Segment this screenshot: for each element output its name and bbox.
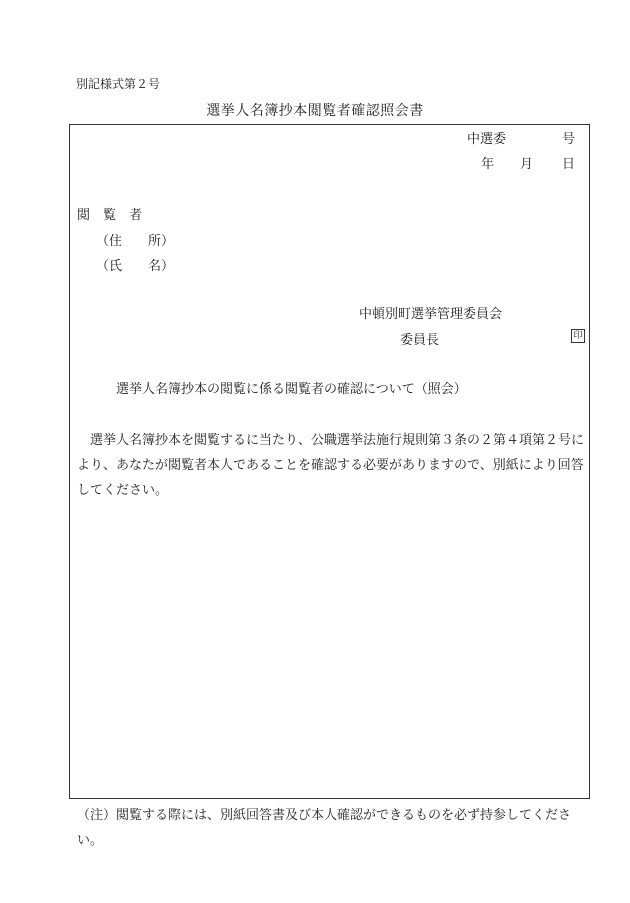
name-label: （氏 名） xyxy=(96,259,175,274)
reference-suffix: 号 xyxy=(562,132,576,147)
date-year-label: 年 xyxy=(481,157,495,172)
chairman-label: 委員長 xyxy=(400,333,440,348)
committee-name: 中頓別町選挙管理委員会 xyxy=(359,307,503,322)
subject-line: 選挙人名簿抄本の閲覧に係る閲覧者の確認について（照会） xyxy=(116,382,467,397)
body-paragraph: 選挙人名簿抄本を閲覧するに当たり、公職選挙法施行規則第３条の２第４項第２号により、あなたが閲覧者本人であることを確認する必要がありますので、別紙により回答してください。 xyxy=(77,433,585,498)
date-month-label: 月 xyxy=(520,157,534,172)
reference-prefix: 中選委 xyxy=(467,132,507,147)
date-day-label: 日 xyxy=(562,157,576,172)
seal-mark-icon: 印 xyxy=(571,329,585,343)
viewer-heading: 閲 覧 者 xyxy=(77,208,143,223)
note-text: （注）閲覧する際には、別紙回答書及び本人確認ができるものを必ず持参してください。 xyxy=(77,808,572,848)
address-label: （住 所） xyxy=(96,234,175,249)
form-number: 別記様式第２号 xyxy=(76,77,161,91)
document-title: 選挙人名簿抄本閲覧者確認照会書 xyxy=(206,103,424,119)
